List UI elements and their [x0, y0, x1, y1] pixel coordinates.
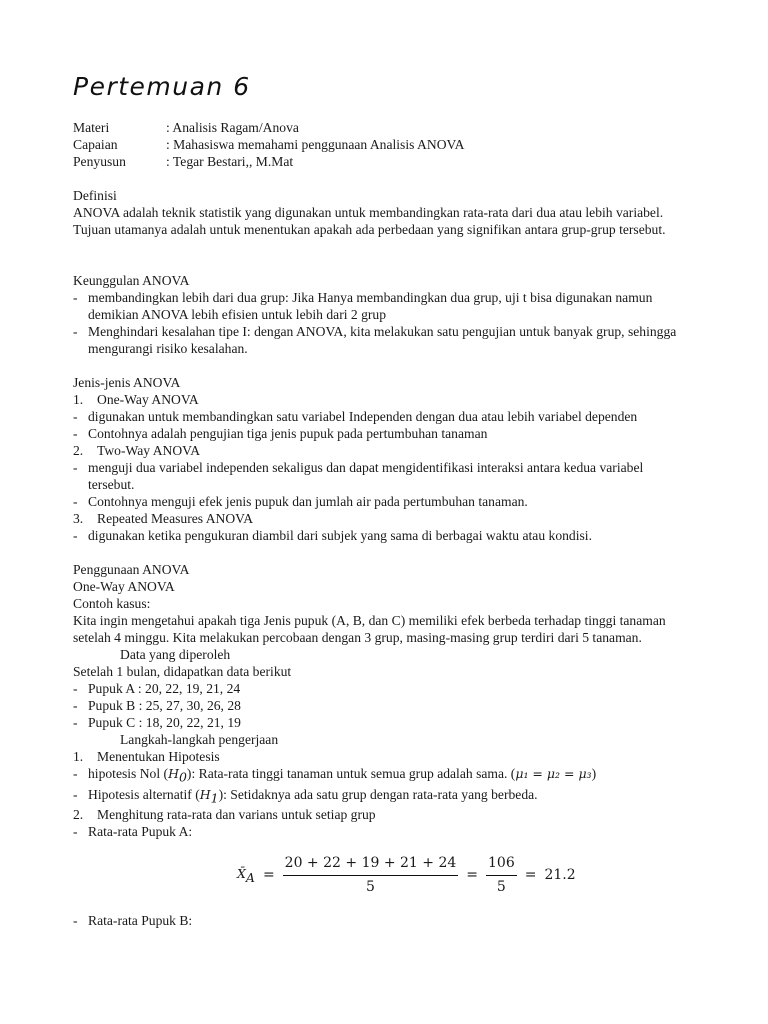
h0-pre: hipotesis Nol (	[88, 766, 169, 781]
equals-sign: =	[466, 867, 479, 883]
meta-table	[73, 119, 464, 170]
section-heading: Definisi	[73, 188, 117, 203]
langkah-heading: Langkah-langkah pengerjaan	[120, 732, 279, 747]
fraction-sum	[283, 855, 459, 896]
section-heading: Penggunaan ANOVA	[73, 562, 190, 577]
kasus-text: Kita ingin mengetahui apakah tiga Jenis pupuk (A, B, dan C) memiliki efek berbeda terhadap tinggi tanaman setelah 4 minggu. Kita melakukan percobaan dengan 3 grup, masing-masing grup terdiri dari 5 tanaman.	[73, 613, 666, 645]
page-title: Pertemuan 6	[73, 72, 251, 101]
step-hipotesis	[73, 748, 693, 765]
kasus-label: Contoh kasus:	[73, 596, 151, 611]
fraction-denominator: 5	[496, 879, 506, 895]
one-way-list	[73, 408, 693, 442]
step-rata-rata	[73, 806, 693, 823]
h0-end: )	[591, 766, 597, 781]
h1-pre: Hipotesis alternatif (	[88, 786, 200, 802]
fraction-numerator: 106	[486, 855, 517, 876]
list-item: - Pupuk A : 20, 22, 19, 21, 24	[73, 680, 693, 697]
equals-sign: =	[524, 867, 537, 883]
list-item: - Rata-rata Pupuk A:	[73, 823, 693, 840]
list-item: - membandingkan lebih dari dua grup: Jika Hanya membandingkan dua grup, uji t bisa digunakan namun demikian ANOVA lebih efisien untuk lebih dari 2 grup	[73, 289, 693, 323]
section-rata-b	[73, 912, 693, 929]
fraction-total	[486, 855, 517, 896]
item-title: Menghitung rata-rata dan varians untuk setiap grup	[97, 807, 376, 823]
item-title: Two-Way ANOVA	[97, 443, 201, 458]
data-heading: Data yang diperoleh	[120, 647, 231, 662]
section-jenis	[73, 374, 693, 544]
anova-type-repeated	[73, 510, 693, 527]
anova-type-one-way	[73, 391, 693, 408]
fraction-numerator: 20 + 22 + 19 + 21 + 24	[283, 855, 459, 876]
list-item: - Pupuk B : 25, 27, 30, 26, 28	[73, 697, 693, 714]
h1-symbol: H	[199, 786, 211, 802]
section-penggunaan	[73, 561, 693, 840]
h1-post: ): Setidaknya ada satu grup dengan rata-rata yang berbeda.	[218, 786, 538, 802]
h1-subscript: 1	[210, 790, 219, 806]
hipotesis-alternatif	[73, 786, 693, 807]
meta-row-capaian	[73, 136, 464, 153]
meta-key: Capaian	[73, 137, 118, 152]
two-way-list	[73, 459, 693, 510]
list-item: - menguji dua variabel independen sekaligus dan dapat mengidentifikasi interaksi antara kedua variabel tersebut.	[73, 459, 693, 493]
item-number: 3.	[73, 511, 84, 526]
section-definisi	[73, 187, 693, 238]
list-item: - digunakan untuk membandingkan satu variabel Independen dengan dua atau lebih variabel dependen	[73, 408, 693, 425]
xbar-subscript: A	[245, 869, 255, 885]
item-number: 1.	[73, 392, 84, 407]
h0-symbol: H	[168, 766, 179, 781]
equals-sign: =	[262, 867, 275, 883]
data-list	[73, 680, 693, 731]
rata-a-list	[73, 823, 693, 840]
rata-b-list	[73, 912, 693, 929]
meta-key: Penyusun	[73, 154, 126, 169]
repeated-list	[73, 527, 693, 544]
keunggulan-list	[73, 289, 693, 357]
item-number: 2.	[73, 443, 84, 458]
fraction-denominator: 5	[366, 879, 375, 895]
list-item: - Pupuk C : 18, 20, 22, 21, 19	[73, 714, 693, 731]
list-item: - Contohnya adalah pengujian tiga jenis pupuk pada pertumbuhan tanaman	[73, 425, 693, 442]
formula-result: 21.2	[544, 867, 576, 883]
meta-key: Materi	[73, 120, 110, 135]
mean-formula	[237, 855, 576, 896]
subheading: One-Way ANOVA	[73, 579, 175, 594]
list-item: - Rata-rata Pupuk B:	[73, 912, 693, 929]
meta-row-penyusun	[73, 153, 464, 170]
hipotesis-list	[73, 765, 693, 806]
item-title: One-Way ANOVA	[97, 392, 199, 407]
xbar-symbol: X̄	[237, 866, 246, 882]
section-heading: Keunggulan ANOVA	[73, 273, 190, 288]
formula-lhs	[237, 865, 255, 886]
anova-type-two-way	[73, 442, 693, 459]
item-title: Repeated Measures ANOVA	[97, 511, 254, 526]
data-intro: Setelah 1 bulan, didapatkan data berikut	[73, 664, 292, 679]
meta-value: : Analisis Ragam/Anova	[166, 120, 299, 135]
h0-math: μ₁ = μ₂ = μ₃	[515, 766, 592, 781]
list-item: - Menghindari kesalahan tipe I: dengan ANOVA, kita melakukan satu pengujian untuk banyak grup, sehingga mengurangi risiko kesalahan.	[73, 323, 693, 357]
meta-row-materi	[73, 119, 464, 136]
item-title: Menentukan Hipotesis	[97, 749, 220, 764]
list-item: - digunakan ketika pengukuran diambil dari subjek yang sama di berbagai waktu atau kondisi.	[73, 527, 693, 544]
meta-value: : Tegar Bestari,, M.Mat	[166, 154, 294, 169]
item-number: 1.	[73, 749, 84, 764]
section-keunggulan	[73, 272, 693, 357]
h0-subscript: 0	[178, 769, 187, 785]
h0-post: ): Rata-rata tinggi tanaman untuk semua grup adalah sama. (	[186, 766, 516, 781]
item-number: 2.	[73, 807, 84, 823]
hipotesis-nol	[73, 765, 693, 786]
section-heading: Jenis-jenis ANOVA	[73, 375, 181, 390]
definisi-text: ANOVA adalah teknik statistik yang digunakan untuk membandingkan rata-rata dari dua atau lebih variabel. Tujuan utamanya adalah untuk menentukan apakah ada perbedaan yang signifikan antara grup-grup tersebut.	[73, 205, 666, 237]
list-item: - Contohnya menguji efek jenis pupuk dan jumlah air pada pertumbuhan tanaman.	[73, 493, 693, 510]
meta-value: : Mahasiswa memahami penggunaan Analisis ANOVA	[166, 137, 465, 152]
